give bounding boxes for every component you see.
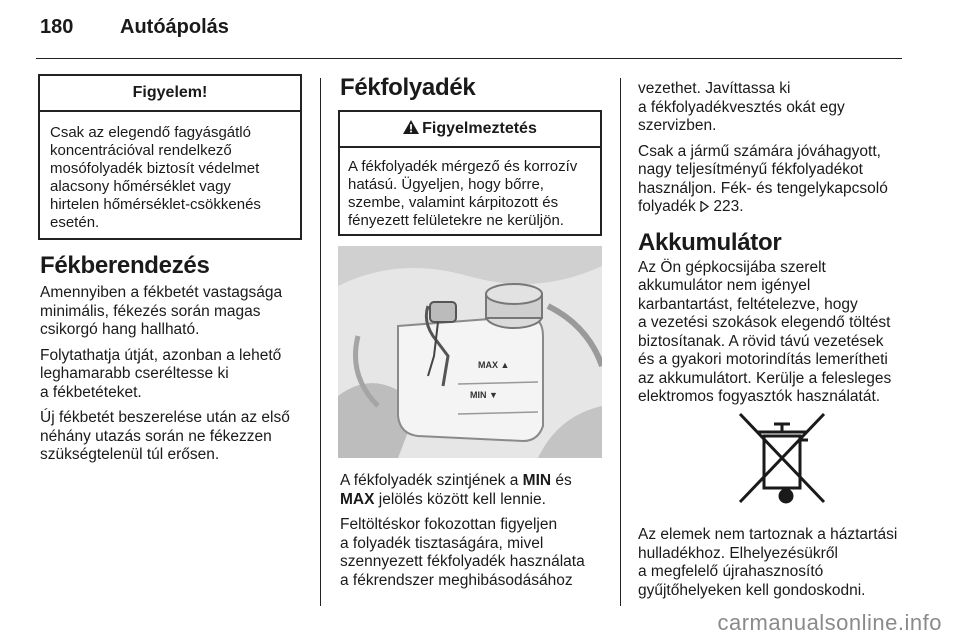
paragraph bbox=[40, 409, 315, 465]
text-line: használjon. Fék- és tengelykapcsoló bbox=[638, 179, 888, 197]
heading-brakes: Fékberendezés bbox=[40, 252, 210, 279]
paragraph bbox=[638, 526, 908, 600]
column-2-text bbox=[340, 472, 615, 597]
text-line: Új fékbetét beszerelése után az első bbox=[40, 409, 290, 426]
text-line bbox=[340, 472, 615, 491]
crossed-out-wheelie-bin-icon bbox=[734, 410, 830, 517]
max-label: MAX bbox=[340, 490, 375, 508]
text-line: csikorgó hang hallható. bbox=[40, 321, 200, 338]
text-line: hulladékhoz. Elhelyezésükről bbox=[638, 544, 838, 562]
text-line: elektromos fogyasztók használatát. bbox=[638, 388, 881, 405]
text-run: jelölés között kell lennie. bbox=[374, 490, 546, 508]
page-reference-arrow-icon[interactable] bbox=[700, 198, 709, 215]
notice-line: alacsony hőmérséklet vagy bbox=[50, 178, 231, 195]
warning-triangle-icon bbox=[403, 112, 419, 146]
heading-brake-fluid: Fékfolyadék bbox=[340, 74, 476, 101]
section-title: Autóápolás bbox=[120, 16, 229, 38]
notice-line: koncentrációval rendelkező bbox=[50, 142, 232, 159]
max-mark-label: MAX ▲ bbox=[478, 360, 510, 370]
text-line: biztosítanak. A rövid távú vezetések bbox=[638, 332, 884, 350]
column-3-bottom-text bbox=[638, 526, 908, 607]
warning-box bbox=[338, 110, 602, 236]
column-divider-2 bbox=[620, 78, 621, 606]
notice-line: hirtelen hőmérséklet-csökkenés bbox=[50, 196, 261, 213]
column-1-text bbox=[40, 252, 315, 472]
text-run: folyadék bbox=[638, 198, 701, 215]
text-line: a folyadék tisztaságára, mivel bbox=[340, 534, 544, 552]
text-run: és bbox=[551, 472, 572, 489]
header-rule bbox=[36, 58, 902, 59]
warning-title: Figyelmeztetés bbox=[422, 120, 537, 137]
paragraph bbox=[340, 516, 615, 590]
min-mark-label: MIN ▼ bbox=[470, 390, 498, 400]
text-line: Feltöltéskor fokozottan figyeljen bbox=[340, 516, 558, 533]
text-line: a megfelelő újrahasznosító bbox=[638, 563, 824, 580]
watermark: carmanualsonline.info bbox=[717, 610, 942, 635]
warning-line: szembe, valamint kárpitozott és bbox=[348, 194, 559, 211]
text-line: a fékrendszer meghibásodásához bbox=[340, 571, 573, 589]
text-line: karbantartást, feltételezve, hogy bbox=[638, 295, 858, 313]
paragraph bbox=[340, 472, 615, 509]
notice-title: Figyelem! bbox=[40, 76, 300, 112]
text-line: a vezetési szokások elegendő töltést bbox=[638, 314, 891, 331]
text-line: akkumulátor nem igényel bbox=[638, 277, 811, 294]
paragraph bbox=[638, 143, 908, 217]
paragraph bbox=[40, 347, 315, 403]
text-line: Az Ön gépkocsijába szerelt bbox=[638, 258, 826, 276]
text-line: Amennyiben a fékbetét vastagsága bbox=[40, 284, 283, 301]
text-line: szükségtelenül túl erősen. bbox=[40, 446, 220, 463]
notice-line: esetén. bbox=[50, 214, 100, 231]
min-label: MIN bbox=[522, 472, 552, 489]
text-line: leghamarabb cseréltesse ki bbox=[40, 365, 229, 382]
notice-line: Csak az elegendő fagyásgátló bbox=[50, 124, 251, 141]
text-line: Folytathatja útját, azonban a lehető bbox=[40, 346, 282, 364]
text-line: nagy teljesítményű fékfolyadékot bbox=[638, 161, 863, 178]
warning-line: hatású. Ügyeljen, hogy bőrre, bbox=[348, 176, 544, 193]
warning-body bbox=[340, 148, 600, 240]
text-run: A fékfolyadék szintjének a bbox=[340, 472, 523, 489]
column-3-text bbox=[638, 80, 908, 414]
heading-battery: Akkumulátor bbox=[638, 228, 782, 256]
warning-header bbox=[340, 112, 600, 148]
paragraph bbox=[638, 80, 908, 136]
reservoir-illustration bbox=[338, 246, 602, 458]
notice-line: mosófolyadék biztosít védelmet bbox=[50, 160, 260, 177]
text-line bbox=[638, 198, 908, 217]
paragraph bbox=[638, 259, 908, 407]
text-line: gyűjtőhelyeken kell gondoskodni. bbox=[638, 581, 866, 599]
warning-line: fényezett felületekre ne kerüljön. bbox=[348, 212, 564, 229]
brake-fluid-reservoir-photo bbox=[338, 246, 602, 458]
paragraph bbox=[40, 284, 315, 340]
notice-box bbox=[38, 74, 302, 240]
text-line: vezethet. Javíttassa ki bbox=[638, 80, 791, 97]
warning-line: A fékfolyadék mérgező és korrozív bbox=[348, 158, 578, 175]
text-line: néhány utazás során ne fékezzen bbox=[40, 427, 272, 445]
page-reference[interactable]: 223. bbox=[709, 198, 744, 215]
text-line bbox=[340, 491, 615, 510]
text-line: és a gyakori motorindítás lemerítheti bbox=[638, 351, 888, 368]
notice-body bbox=[40, 112, 300, 240]
text-line: az akkumulátort. Kerülje a felesleges bbox=[638, 369, 892, 387]
text-line: szennyezett fékfolyadék használata bbox=[340, 553, 585, 570]
text-line: a fékfolyadékvesztés okát egy bbox=[638, 98, 845, 116]
page-number: 180 bbox=[40, 16, 74, 38]
text-line: Csak a jármű számára jóváhagyott, bbox=[638, 142, 881, 160]
text-line: minimális, fékezés során magas bbox=[40, 302, 261, 320]
text-line: szervizben. bbox=[638, 117, 717, 134]
text-line: a fékbetéteket. bbox=[40, 383, 142, 401]
text-line: Az elemek nem tartoznak a háztartási bbox=[638, 526, 898, 543]
column-divider-1 bbox=[320, 78, 321, 606]
